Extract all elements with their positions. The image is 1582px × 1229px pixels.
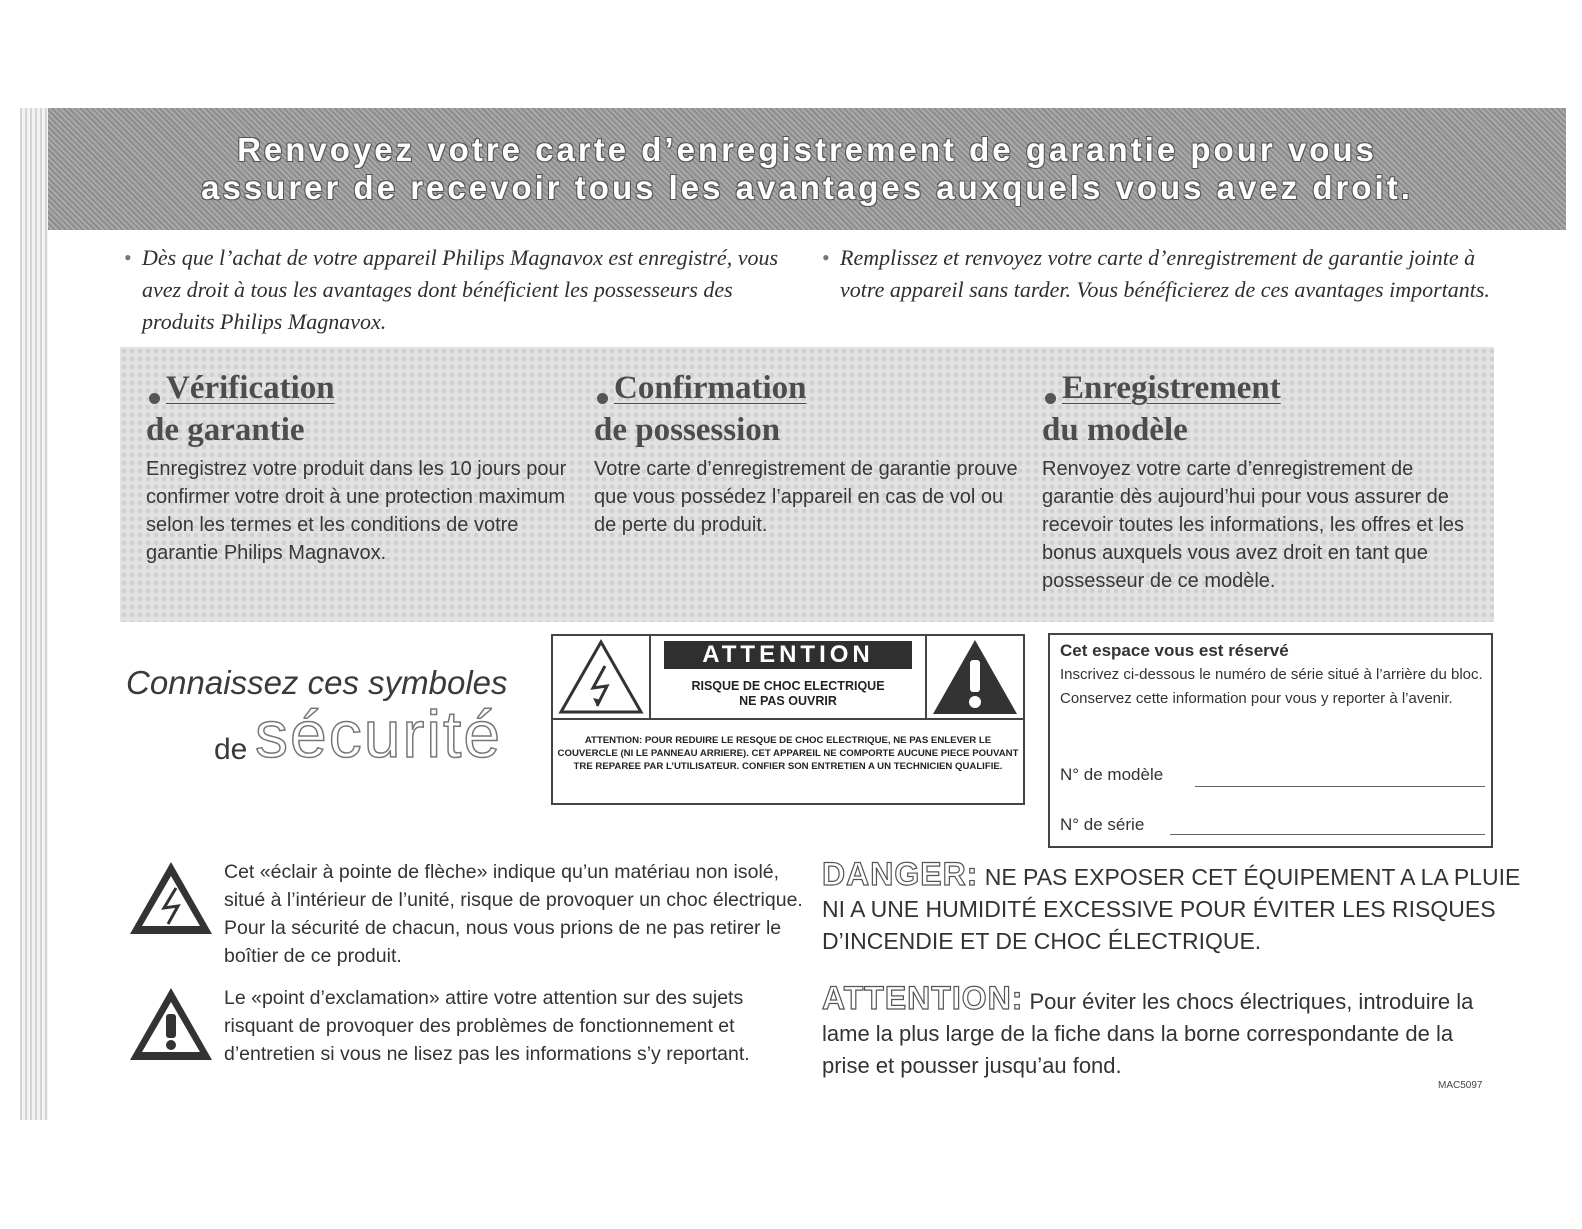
benefit-body: Votre carte d’enregistrement de garantie prouve que vous possédez l’appareil en cas de vol ou de perte du produit. [594, 458, 1018, 536]
attention-risk-line-2: NE PAS OUVRIR [739, 694, 837, 708]
page-edge-shadow [20, 108, 48, 1120]
benefit-body: Renvoyez votre carte d’enregistrement de garantie dès aujourd’hui pour vous assurer de recevoir toutes les informations, les offres et les bonus auxquels vous avez droit en tant que possesseur de ce modèle. [1042, 458, 1465, 592]
benefit-body: Enregistrez votre produit dans les 10 jours pour confirmer votre droit à une protection maximum selon les termes et les conditions de votre garantie Philips Magnavox. [146, 458, 567, 564]
benefit-subtitle: de garantie [146, 412, 305, 448]
model-number-label: N° de modèle [1060, 765, 1164, 784]
benefit-model-registration [1042, 367, 1472, 595]
exclamation-explanation [126, 984, 806, 1096]
owner-record-box [1048, 633, 1493, 848]
attention-label-top [553, 636, 1023, 720]
attention-risk-line-1: RISQUE DE CHOC ELECTRIQUE [691, 679, 885, 693]
caution-text: Pour éviter les chocs électriques, introduire la lame la plus large de la fiche dans la borne correspondante de la prise et pousser jusqu’au fond. [822, 989, 1474, 1078]
owner-record-title: Cet espace vous est réservé [1060, 641, 1289, 660]
benefits-panel [120, 347, 1494, 622]
exclamation-explanation-text: Le «point d’exclamation» attire votre attention sur des sujets risquant de provoquer des problèmes de fonctionnement et d’entretien si vous ne lisez pas les informations s’y reportant. [224, 987, 750, 1065]
exclamation-triangle-icon [925, 636, 1023, 718]
bullet-icon: • [124, 245, 132, 270]
banner-line-2: assurer de recevoir tous les avantages auxquels vous avez droit. [201, 169, 1413, 206]
caution-notice [822, 982, 1482, 1082]
symbols-heading-securite: sécurité [255, 697, 503, 771]
caution-lead: ATTENTION: [822, 980, 1024, 1016]
model-number-field[interactable] [1195, 786, 1485, 787]
intro-right-text: Remplissez et renvoyez votre carte d’enregistrement de garantie jointe à votre appareil sans tarder. Vous bénéficierez de ces avantages importants. [840, 245, 1490, 302]
danger-notice [822, 858, 1522, 957]
attention-fine-print: ATTENTION: POUR REDUIRE LE RESQUE DE CHOC ELECTRIQUE, NE PAS ENLEVER LE COUVERCLE (NI LE PANNEAU ARRIERE). CET APPAREIL NE COMPORTE AUCUNE PIECE POUVANT TRE REPAREE PAR L’UTILISATEUR. CONFIER SON ENTRETIEN A UN TECHNICIEN QUALIFIE. [557, 735, 1019, 772]
bullet-icon: • [822, 245, 830, 270]
benefit-title: Vérification [146, 367, 576, 409]
lightning-explanation [126, 858, 806, 976]
lightning-triangle-icon [553, 636, 651, 718]
document-code: MAC5097 [1438, 1080, 1483, 1091]
benefit-subtitle: de possession [594, 412, 781, 448]
benefit-title: Confirmation [594, 367, 1024, 409]
benefit-title: Enregistrement [1042, 367, 1472, 409]
intro-left [124, 242, 802, 338]
exclamation-triangle-icon [126, 984, 216, 1064]
intro-right [822, 242, 1490, 306]
warranty-banner [48, 108, 1566, 230]
lightning-triangle-icon [126, 858, 216, 938]
owner-record-desc: Inscrivez ci-dessous le numéro de série situé à l’arrière du bloc. Conservez cette information pour vous y reporter à l’avenir. [1060, 666, 1483, 707]
serial-number-field[interactable] [1170, 834, 1485, 835]
attention-label [551, 634, 1025, 805]
symbols-heading: Connaissez ces symboles [126, 664, 508, 701]
benefit-subtitle: du modèle [1042, 412, 1188, 448]
lightning-explanation-text: Cet «éclair à pointe de flèche» indique qu’un matériau non isolé, situé à l’intérieur de l’unité, risque de provoquer un choc électrique. Pour la sécurité de chacun, nous vous prions de ne pas retirer le boîtier de ce produit. [224, 861, 803, 967]
intro-left-text: Dès que l’achat de votre appareil Philips Magnavox est enregistré, vous avez droit à tous les avantages dont bénéficient les possesseurs des produits Philips Magnavox. [142, 245, 779, 334]
serial-number-label: N° de série [1060, 815, 1145, 834]
danger-text: NE PAS EXPOSER CET ÉQUIPEMENT A LA PLUIE NI A UNE HUMIDITÉ EXCESSIVE POUR ÉVITER LES RISQUES D’INCENDIE ET DE CHOC ÉLECTRIQUE. [822, 864, 1521, 954]
attention-label-center [651, 636, 925, 718]
benefit-ownership-confirmation [594, 367, 1024, 539]
benefit-warranty-verification [146, 367, 576, 567]
symbols-heading-de: de [214, 733, 248, 766]
attention-word: ATTENTION [664, 641, 912, 669]
banner-line-1: Renvoyez votre carte d’enregistrement de garantie pour vous [237, 131, 1377, 168]
danger-lead: DANGER: [822, 856, 979, 892]
